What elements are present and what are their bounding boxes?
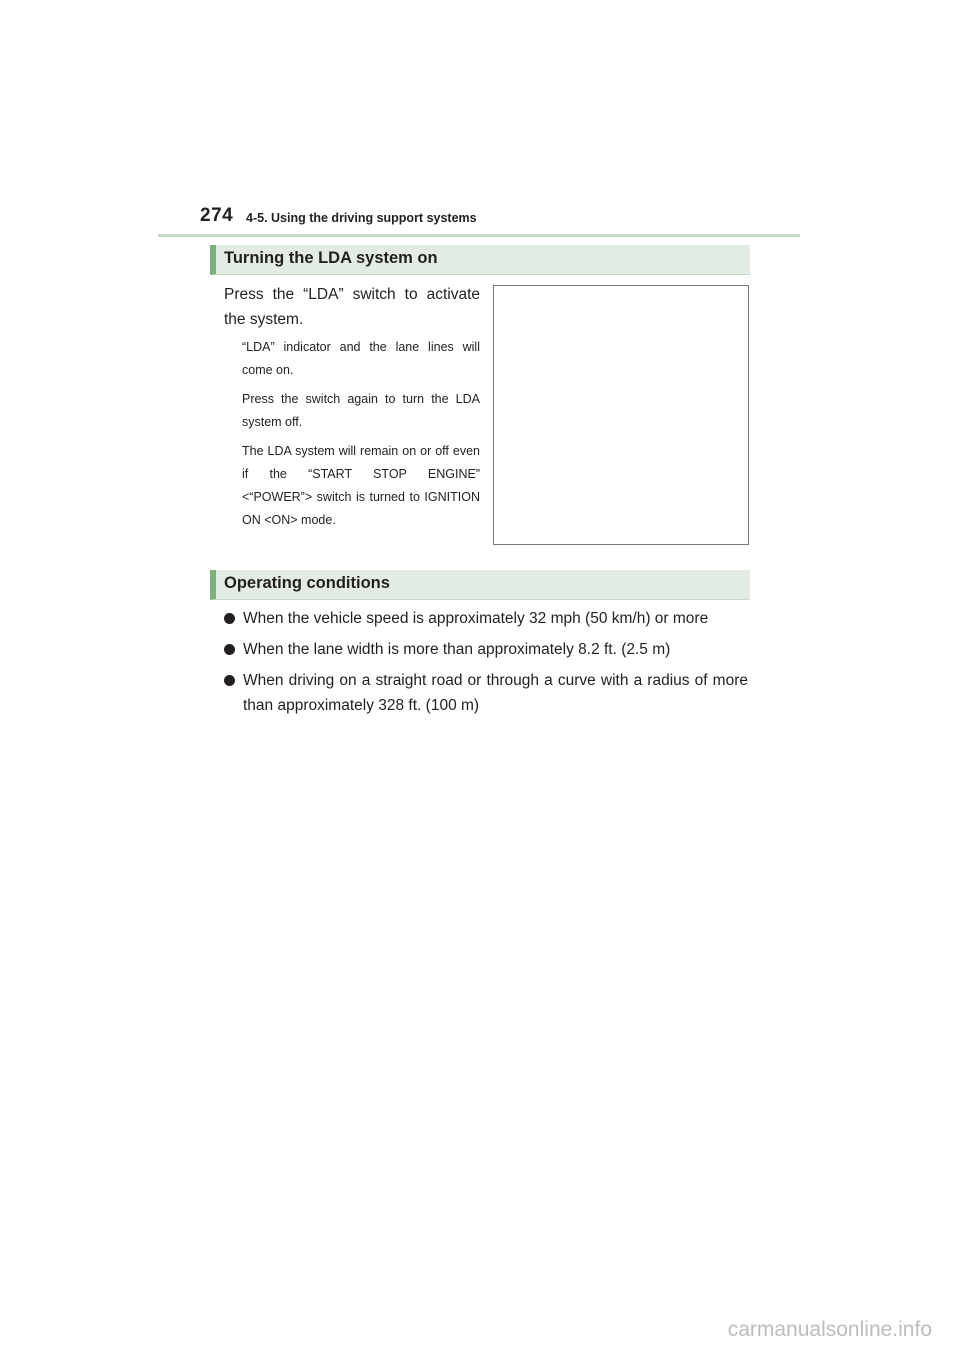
note-switch-off: Press the switch again to turn the LDA system off. — [242, 392, 480, 429]
watermark: carmanualsonline.info — [727, 1318, 932, 1341]
instruction-text: Press the “LDA” switch to activate the system. — [224, 286, 480, 328]
intro-column — [224, 282, 480, 538]
illustration-placeholder — [493, 285, 749, 545]
condition-text: When the lane width is more than approximately 8.2 ft. (2.5 m) — [243, 641, 671, 658]
section-heading-turning-on — [210, 245, 750, 275]
list-item — [224, 637, 748, 662]
page-header — [158, 200, 800, 237]
note-indicator: “LDA” indicator and the lane lines will come on. — [242, 340, 480, 377]
section-path: 4-5. Using the driving support systems — [246, 211, 477, 225]
section-heading-text: Operating conditions — [224, 574, 390, 592]
bullet-icon — [224, 613, 235, 624]
condition-text: When driving on a straight road or through a curve with a radius of more than approximately 328 ft. (100 m) — [243, 672, 748, 714]
list-item — [224, 668, 748, 718]
condition-text: When the vehicle speed is approximately 32 mph (50 km/h) or more — [243, 610, 709, 627]
page-number: 274 — [200, 205, 234, 226]
section-heading-text: Turning the LDA system on — [224, 249, 438, 267]
section-heading-operating-conditions — [210, 570, 750, 600]
bullet-icon — [224, 675, 235, 686]
note-remain-on: The LDA system will remain on or off even if the “START STOP ENGINE” <“POWER”> switch is turned to IGNITION ON <ON> mode. — [242, 444, 480, 527]
list-item — [224, 606, 748, 631]
conditions-list — [224, 606, 748, 724]
bullet-icon — [224, 644, 235, 655]
